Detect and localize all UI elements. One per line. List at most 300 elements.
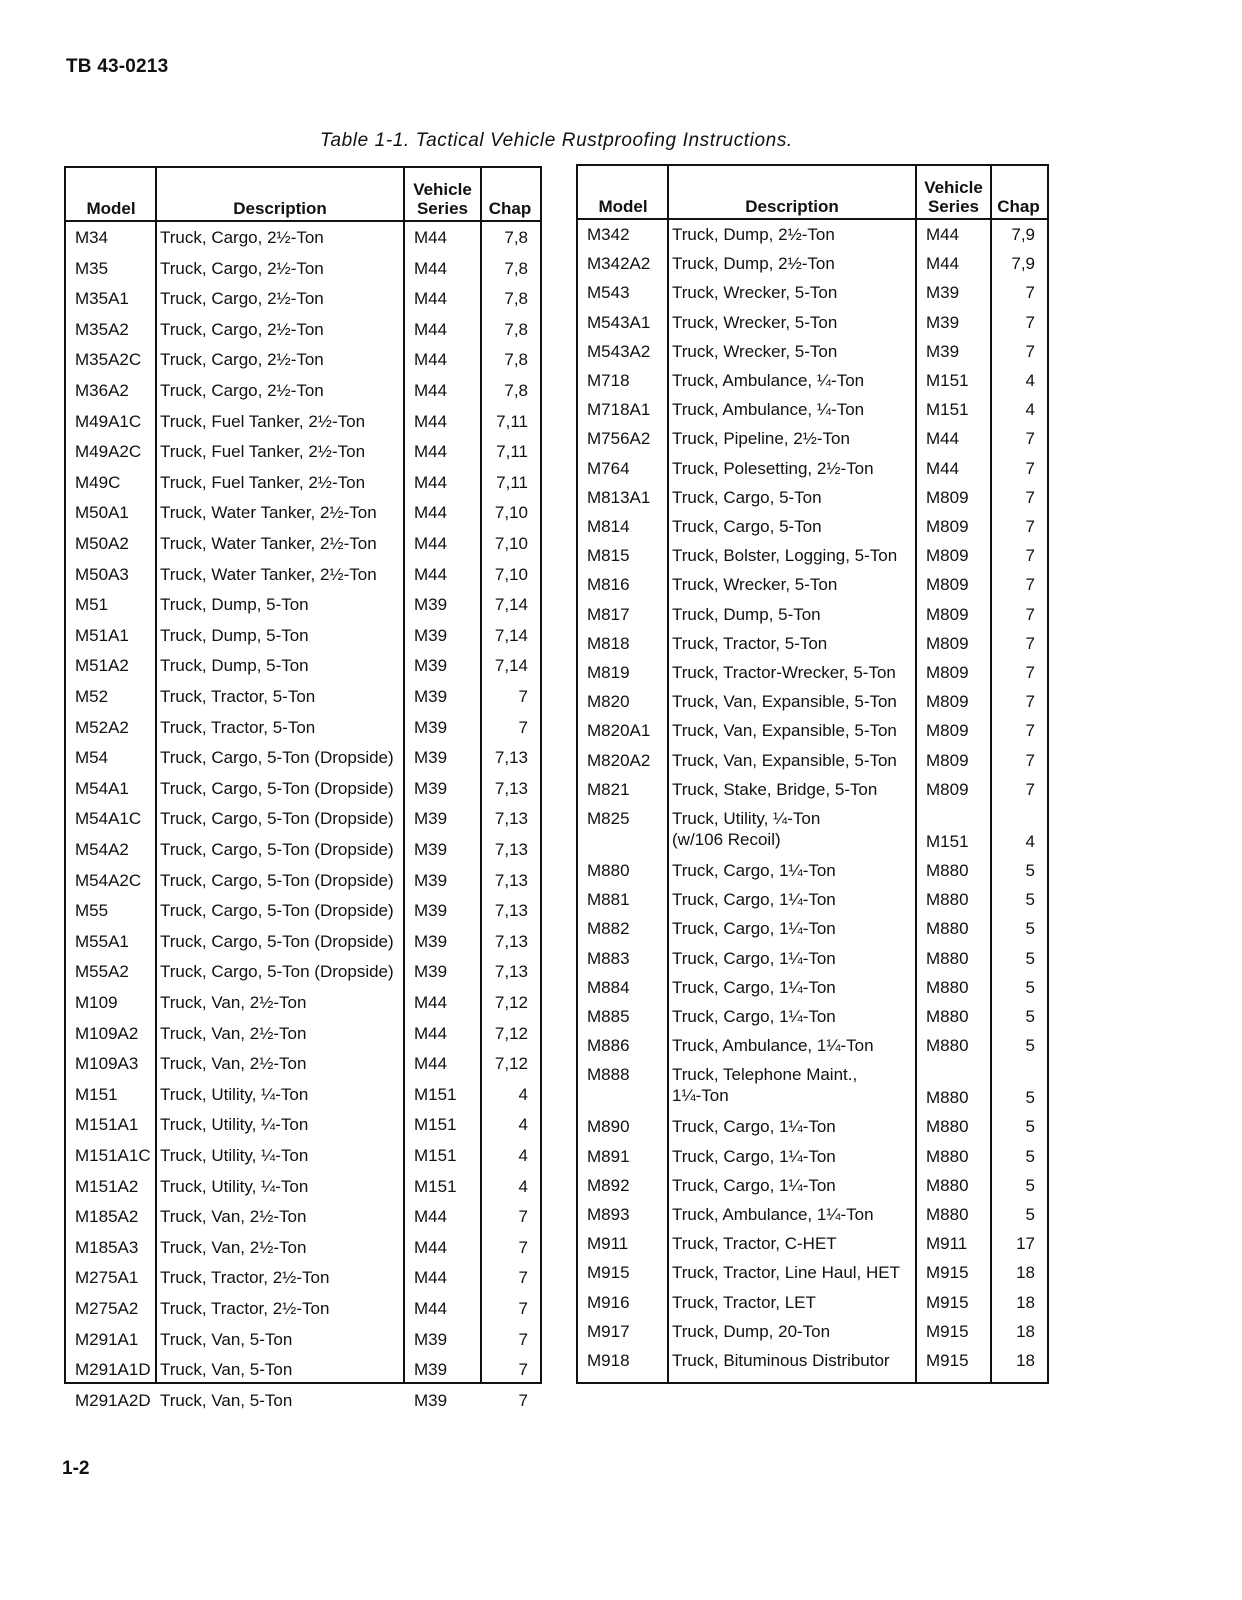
cell-description [160, 258, 324, 279]
cell-description-line1: Truck, Utility, ¼-Ton [160, 1084, 309, 1104]
cell-model: M35A2C [75, 350, 142, 370]
cell-description [672, 370, 864, 391]
cell-description-line1: Truck, Cargo, 1¼-Ton [672, 1175, 836, 1195]
cell-model: M55A2 [75, 962, 129, 982]
cell-description-line1: Truck, Tractor-Wrecker, 5-Ton [672, 663, 896, 682]
cell-chap: 7 [1025, 341, 1035, 361]
cell-description [672, 1175, 836, 1196]
cell-model: M756A2 [587, 429, 651, 449]
cell-model: M151 [75, 1084, 118, 1104]
cell-vehicle-series: M39 [414, 687, 448, 706]
cell-chap: 18 [1016, 1321, 1035, 1341]
table-row [578, 366, 1047, 395]
cell-description-line1: Truck, Water Tanker, 2½-Ton [160, 503, 377, 523]
cell-description-line1: Truck, Dump, 5-Ton [160, 656, 309, 676]
cell-chap: 7 [518, 1390, 528, 1410]
cell-chap: 7 [1025, 633, 1035, 653]
table-row [66, 436, 540, 467]
cell-chap: 7,8 [504, 228, 528, 247]
cell-description-line1: Truck, Tractor, C-HET [672, 1234, 837, 1254]
cell-description [672, 860, 836, 881]
cell-chap: 7,8 [504, 319, 528, 339]
cell-model: M883 [587, 948, 630, 968]
cell-chap: 7 [1025, 487, 1035, 507]
cell-model: M821 [587, 779, 630, 799]
cell-description [672, 487, 822, 508]
cell-chap: 7,13 [494, 931, 528, 951]
cell-description [160, 502, 377, 523]
cell-description-line1: Truck, Cargo, 1¼-Ton [672, 919, 836, 939]
cell-model: M543A2 [587, 341, 651, 361]
cell-model: M291A1 [75, 1329, 139, 1349]
cell-description-line1: Truck, Bituminous Distributor [672, 1351, 890, 1370]
cell-vehicle-series: M39 [414, 1390, 448, 1410]
cell-chap: 7,9 [1011, 225, 1035, 244]
cell-model: M50A3 [75, 564, 129, 584]
table-row [578, 249, 1047, 278]
table-row [66, 895, 540, 926]
cell-description [672, 282, 837, 303]
cell-model: M819 [587, 663, 630, 682]
column-header-vehicle-series-line2: Series [927, 197, 980, 216]
cell-vehicle-series: M39 [414, 595, 448, 615]
cell-vehicle-series: M44 [414, 1054, 448, 1074]
cell-chap: 7,14 [494, 595, 528, 615]
cell-description [160, 900, 394, 921]
table-row [578, 775, 1047, 804]
cell-vehicle-series: M44 [926, 429, 960, 449]
cell-vehicle-series: M44 [414, 564, 448, 584]
cell-description-line1: Truck, Cargo, 2½-Ton [160, 381, 324, 400]
table-row [66, 314, 540, 345]
table-row [578, 1258, 1047, 1287]
cell-model: M916 [587, 1292, 630, 1312]
table-row [578, 1031, 1047, 1060]
cell-model: M816 [587, 575, 630, 595]
cell-chap: 17 [1016, 1234, 1035, 1254]
cell-model: M185A2 [75, 1207, 139, 1227]
cell-model: M915 [587, 1263, 630, 1283]
cell-vehicle-series: M880 [926, 861, 969, 880]
table-row [66, 1324, 540, 1355]
cell-description-line1: Truck, Cargo, 5-Ton (Dropside) [160, 931, 394, 951]
cell-chap: 7,10 [494, 534, 528, 553]
table-row [66, 1140, 540, 1171]
cell-description-line1: Truck, Cargo, 5-Ton (Dropside) [160, 840, 394, 859]
cell-vehicle-series: M809 [926, 604, 969, 624]
cell-description [160, 1267, 329, 1288]
cell-chap: 4 [1025, 400, 1035, 420]
cell-vehicle-series: M809 [926, 750, 969, 770]
cell-chap: 5 [1025, 1036, 1035, 1056]
cell-description [672, 1262, 900, 1283]
cell-model: M52 [75, 687, 109, 706]
cell-chap: 5 [1025, 890, 1035, 910]
cell-description-line1: Truck, Dump, 5-Ton [160, 625, 309, 645]
cell-model: M109 [75, 993, 118, 1012]
cell-description-line1: Truck, Utility, ¼-Ton [160, 1146, 309, 1165]
cell-description [160, 625, 309, 646]
column-header-vehicle-series-line1: Vehicle [924, 178, 983, 197]
cell-chap: 4 [1025, 371, 1035, 390]
cell-chap: 7,8 [504, 258, 528, 278]
cell-model: M882 [587, 919, 630, 939]
cell-chap: 7 [518, 1268, 528, 1288]
table-row [66, 344, 540, 375]
cell-description [672, 224, 835, 245]
column-header-model: Model [598, 197, 648, 216]
cell-vehicle-series: M809 [926, 721, 969, 741]
cell-description [672, 720, 897, 741]
cell-chap: 5 [1025, 977, 1035, 997]
cell-description [160, 1298, 329, 1319]
table-title: Table 1-1. Tactical Vehicle Rustproofing Instructions. [320, 130, 793, 151]
page-number: 1-2 [62, 1458, 90, 1479]
cell-chap: 7,8 [504, 381, 528, 400]
cell-description-line1: Truck, Cargo, 2½-Ton [160, 350, 324, 370]
cell-description-line2: 1¼-Ton [672, 1086, 729, 1106]
cell-vehicle-series: M44 [414, 1299, 448, 1318]
cell-vehicle-series: M880 [926, 977, 969, 997]
cell-model: M918 [587, 1351, 630, 1370]
cell-chap: 7 [1025, 312, 1035, 332]
cell-vehicle-series: M44 [414, 258, 448, 278]
cell-chap: 7,14 [494, 625, 528, 645]
cell-description [160, 1390, 292, 1411]
cell-chap: 7,11 [496, 472, 528, 492]
cell-description [672, 1233, 837, 1254]
cell-chap: 7,13 [494, 962, 528, 982]
cell-description [160, 992, 306, 1013]
cell-model: M52A2 [75, 717, 129, 737]
cell-description [672, 633, 827, 654]
table-row [66, 253, 540, 284]
cell-model: M54A1C [75, 809, 142, 829]
cell-vehicle-series: M809 [926, 517, 969, 536]
cell-vehicle-series: M809 [926, 633, 969, 653]
table-row [578, 278, 1047, 307]
cell-chap: 7 [1025, 458, 1035, 478]
cell-model: M151A2 [75, 1176, 139, 1196]
cell-description-line1: Truck, Tractor, Line Haul, HET [672, 1263, 900, 1283]
cell-description-line1: Truck, Wrecker, 5-Ton [672, 341, 838, 361]
cell-description [672, 1035, 874, 1056]
table-row [66, 681, 540, 712]
cell-vehicle-series: M39 [414, 962, 448, 982]
cell-description [160, 380, 324, 401]
table-row [578, 512, 1047, 541]
cell-chap: 7,13 [494, 901, 528, 921]
cell-model: M818 [587, 633, 630, 653]
cell-model: M35A1 [75, 289, 129, 309]
cell-description [160, 441, 365, 462]
cell-vehicle-series: M44 [414, 1268, 448, 1288]
cell-chap: 18 [1016, 1292, 1035, 1312]
cell-description-line1: Truck, Van, 2½-Ton [160, 1207, 307, 1227]
cell-chap: 7,11 [496, 411, 528, 431]
cell-chap: 7 [1025, 429, 1035, 449]
cell-description [160, 1114, 308, 1135]
cell-chap: 7 [1025, 663, 1035, 682]
cell-description [160, 655, 309, 676]
cell-description-line1: Truck, Cargo, 5-Ton (Dropside) [160, 962, 394, 982]
cell-description [160, 564, 377, 585]
table-row [578, 973, 1047, 1002]
table-row [578, 1229, 1047, 1258]
cell-model: M49C [75, 472, 121, 492]
cell-vehicle-series: M44 [414, 381, 448, 400]
cell-description [672, 1064, 857, 1106]
cell-vehicle-series: M44 [414, 350, 448, 370]
cell-description [160, 1176, 308, 1197]
cell-description-line1: Truck, Van, Expansible, 5-Ton [672, 750, 897, 770]
cell-description-line1: Truck, Wrecker, 5-Ton [672, 312, 838, 332]
cell-description [672, 918, 836, 939]
cell-description [672, 516, 822, 537]
cell-model: M890 [587, 1117, 630, 1137]
table-row [578, 395, 1047, 424]
cell-chap: 5 [1025, 1117, 1035, 1137]
cell-description [160, 778, 394, 799]
cell-vehicle-series: M44 [414, 1237, 448, 1257]
cell-description-line1: Truck, Cargo, 1¼-Ton [672, 1007, 836, 1026]
cell-description-line1: Truck, Wrecker, 5-Ton [672, 283, 838, 303]
cell-description [160, 808, 394, 829]
cell-description [672, 604, 821, 625]
cell-description-line1: Truck, Cargo, 1¼-Ton [672, 1117, 836, 1137]
cell-model: M820A1 [587, 721, 651, 741]
cell-description [160, 472, 365, 493]
cell-model: M275A2 [75, 1299, 139, 1318]
cell-description [672, 1350, 890, 1371]
left-table [64, 166, 542, 1410]
table-row [578, 687, 1047, 716]
cell-description [672, 1321, 830, 1342]
cell-description [160, 1145, 308, 1166]
cell-chap: 5 [1025, 1088, 1035, 1108]
cell-model: M50A2 [75, 534, 129, 553]
table-row [578, 944, 1047, 973]
cell-chap: 5 [1025, 919, 1035, 939]
cell-vehicle-series: M880 [926, 1146, 969, 1166]
table-row [66, 987, 540, 1018]
cell-model: M54A2C [75, 870, 142, 890]
table-row [578, 1200, 1047, 1229]
cell-chap: 7 [1025, 750, 1035, 770]
table-row [66, 773, 540, 804]
cell-chap: 7 [1025, 721, 1035, 741]
cell-vehicle-series: M39 [926, 312, 960, 332]
table-row [66, 1232, 540, 1263]
left-table-body [66, 222, 540, 1410]
table-row [578, 885, 1047, 914]
cell-model: M151A1C [75, 1146, 151, 1165]
table-row [578, 600, 1047, 629]
cell-vehicle-series: M880 [926, 1036, 969, 1056]
table-row [578, 914, 1047, 943]
cell-description [160, 594, 309, 615]
cell-model: M54A2 [75, 840, 129, 859]
table-row [578, 716, 1047, 745]
right-table-body [578, 220, 1047, 1382]
cell-description [160, 839, 394, 860]
cell-vehicle-series: M44 [926, 254, 960, 274]
table-row [66, 406, 540, 437]
table-row [578, 629, 1047, 658]
cell-description-line2: (w/106 Recoil) [672, 830, 781, 849]
cell-model: M820 [587, 692, 630, 712]
table-header [578, 166, 1047, 220]
cell-vehicle-series: M880 [926, 1088, 969, 1108]
cell-chap: 7,13 [494, 748, 528, 768]
table-row [66, 865, 540, 896]
cell-chap: 7,13 [494, 870, 528, 890]
cell-description-line1: Truck, Bolster, Logging, 5-Ton [672, 546, 898, 566]
cell-chap: 5 [1025, 1205, 1035, 1224]
cell-model: M35 [75, 258, 109, 278]
cell-description-line1: Truck, Van, 2½-Ton [160, 1023, 307, 1043]
cell-chap: 7,12 [494, 993, 528, 1012]
cell-description [672, 1292, 816, 1313]
cell-model: M275A1 [75, 1268, 139, 1288]
cell-description [160, 870, 394, 891]
table-row [66, 620, 540, 651]
cell-model: M34 [75, 228, 109, 247]
cell-description [160, 1329, 292, 1350]
table-row [578, 1288, 1047, 1317]
cell-description-line1: Truck, Cargo, 5-Ton (Dropside) [160, 748, 394, 768]
cell-model: M55 [75, 901, 109, 921]
cell-description-line1: Truck, Cargo, 1¼-Ton [672, 890, 836, 910]
cell-model: M185A3 [75, 1237, 139, 1257]
table-row [578, 308, 1047, 337]
cell-description-line1: Truck, Tractor, 2½-Ton [160, 1299, 330, 1318]
cell-vehicle-series: M39 [414, 809, 448, 829]
cell-model: M911 [587, 1234, 629, 1254]
table-row [66, 926, 540, 957]
cell-vehicle-series: M151 [926, 831, 969, 851]
cell-vehicle-series: M44 [414, 289, 448, 309]
cell-chap: 7 [1025, 546, 1035, 566]
cell-vehicle-series: M151 [414, 1176, 457, 1196]
cell-description-line1: Truck, Water Tanker, 2½-Ton [160, 564, 377, 584]
cell-chap: 5 [1025, 1146, 1035, 1166]
cell-vehicle-series: M39 [414, 656, 448, 676]
cell-vehicle-series: M39 [414, 1360, 448, 1380]
cell-chap: 7,14 [494, 656, 528, 676]
cell-vehicle-series: M39 [414, 840, 448, 859]
cell-model: M291A1D [75, 1360, 151, 1380]
cell-description [160, 1237, 306, 1258]
table-row [66, 497, 540, 528]
cell-vehicle-series: M44 [414, 411, 448, 431]
cell-model: M813A1 [587, 487, 651, 507]
cell-description-line1: Truck, Fuel Tanker, 2½-Ton [160, 442, 366, 462]
table-row [66, 712, 540, 743]
cell-vehicle-series: M915 [926, 1292, 969, 1312]
cell-chap: 7,13 [494, 809, 528, 829]
cell-description-line1: Truck, Dump, 5-Ton [160, 595, 309, 615]
table-row [578, 454, 1047, 483]
cell-model: M718 [587, 371, 630, 390]
cell-description-line1: Truck, Van, 5-Ton [160, 1360, 293, 1380]
cell-description-line1: Truck, Pipeline, 2½-Ton [672, 429, 850, 449]
cell-chap: 7,12 [494, 1023, 528, 1043]
table-row [66, 650, 540, 681]
cell-description [672, 458, 874, 479]
table-row [66, 283, 540, 314]
table-row [578, 1112, 1047, 1141]
cell-vehicle-series: M44 [926, 458, 960, 478]
cell-chap: 7,9 [1011, 254, 1035, 274]
cell-vehicle-series: M39 [414, 778, 448, 798]
cell-chap: 7,11 [496, 442, 528, 462]
cell-model: M884 [587, 977, 630, 997]
cell-description [672, 1204, 874, 1225]
cell-vehicle-series: M880 [926, 948, 969, 968]
cell-chap: 7,13 [494, 840, 528, 859]
cell-chap: 7 [518, 1237, 528, 1257]
table-row [66, 1109, 540, 1140]
cell-description [672, 545, 897, 566]
cell-model: M342A2 [587, 254, 651, 274]
cell-chap: 18 [1016, 1263, 1035, 1283]
cell-model: M893 [587, 1205, 630, 1224]
cell-description-line1: Truck, Van, 5-Ton [160, 1329, 293, 1349]
cell-description [672, 808, 820, 850]
cell-vehicle-series: M880 [926, 1205, 969, 1224]
cell-model: M820A2 [587, 750, 651, 770]
column-header-description: Description [745, 197, 839, 216]
cell-vehicle-series: M809 [926, 546, 969, 566]
cell-description [160, 411, 365, 432]
cell-chap: 7 [1025, 779, 1035, 799]
cell-description-line1: Truck, Tractor, 5-Ton [160, 717, 316, 737]
cell-chap: 7 [518, 687, 528, 706]
cell-description [160, 1084, 308, 1105]
cell-description [672, 574, 837, 595]
cell-description [160, 349, 324, 370]
cell-description [672, 253, 835, 274]
cell-description-line1: Truck, Utility, ¼-Ton [672, 809, 821, 828]
cell-chap: 7 [518, 1360, 528, 1380]
table-row [578, 1060, 1047, 1112]
cell-vehicle-series: M44 [414, 534, 448, 553]
table-row [578, 746, 1047, 775]
cell-vehicle-series: M151 [414, 1084, 457, 1104]
cell-model: M54 [75, 748, 109, 768]
cell-model: M881 [587, 890, 630, 910]
table-row [578, 570, 1047, 599]
cell-vehicle-series: M44 [926, 225, 960, 244]
cell-description-line1: Truck, Van, 2½-Ton [160, 1237, 307, 1257]
cell-description-line1: Truck, Fuel Tanker, 2½-Ton [160, 411, 366, 431]
cell-vehicle-series: M880 [926, 1175, 969, 1195]
right-table [576, 164, 1049, 1384]
table-row [66, 222, 540, 253]
cell-vehicle-series: M809 [926, 663, 969, 682]
cell-model: M543A1 [587, 312, 651, 332]
cell-description-line1: Truck, Cargo, 1¼-Ton [672, 861, 836, 880]
table-row [66, 742, 540, 773]
cell-description-line1: Truck, Cargo, 2½-Ton [160, 228, 324, 247]
table-row [66, 1385, 540, 1416]
cell-vehicle-series: M44 [414, 228, 448, 247]
cell-description-line1: Truck, Cargo, 5-Ton [672, 517, 822, 536]
cell-description [160, 1023, 306, 1044]
cell-vehicle-series: M44 [414, 472, 448, 492]
cell-vehicle-series: M44 [414, 1207, 448, 1227]
